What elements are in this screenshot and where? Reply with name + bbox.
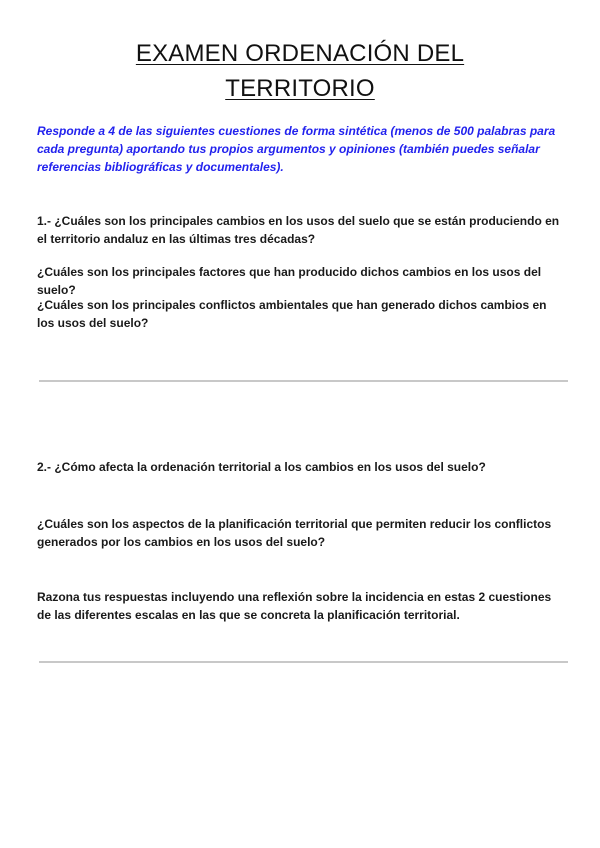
question-1-conflicts: ¿Cuáles son los principales conflictos ambientales que han generado dichos cambios en los usos del suelo? (37, 298, 547, 330)
question-2-planning-aspects: ¿Cuáles son los aspectos de la planificación territorial que permiten reducir los conflictos generados por los cambios en los usos del suelo? (37, 517, 552, 549)
page-title-line-1: EXAMEN ORDENACIÓN DEL (135, 40, 465, 67)
section-divider-1 (39, 380, 568, 382)
question-1-factors: ¿Cuáles son los principales factores que han producido dichos cambios en los usos del suelo? (37, 265, 542, 297)
question-2-reasoning: Razona tus respuestas incluyendo una reflexión sobre la incidencia en estas 2 cuestiones de las diferentes escalas en las que se concreta la planificación territorial. (37, 590, 552, 622)
page-title-line-2: TERRITORIO (225, 75, 375, 102)
question-2-main: 2.- ¿Cómo afecta la ordenación territorial a los cambios en los usos del suelo? (37, 460, 486, 474)
instructions-text: Responde a 4 de las siguientes cuestiones de forma sintética (menos de 500 palabras para cada pregunta) aportando tus propios argumentos y opiniones (también puedes señalar referencias bibliográficas y documentales). (37, 124, 556, 174)
section-divider-2 (39, 661, 568, 663)
question-1-main: 1.- ¿Cuáles son los principales cambios en los usos del suelo que se están produciendo en el territorio andaluz en las últimas tres décadas? (37, 214, 560, 246)
